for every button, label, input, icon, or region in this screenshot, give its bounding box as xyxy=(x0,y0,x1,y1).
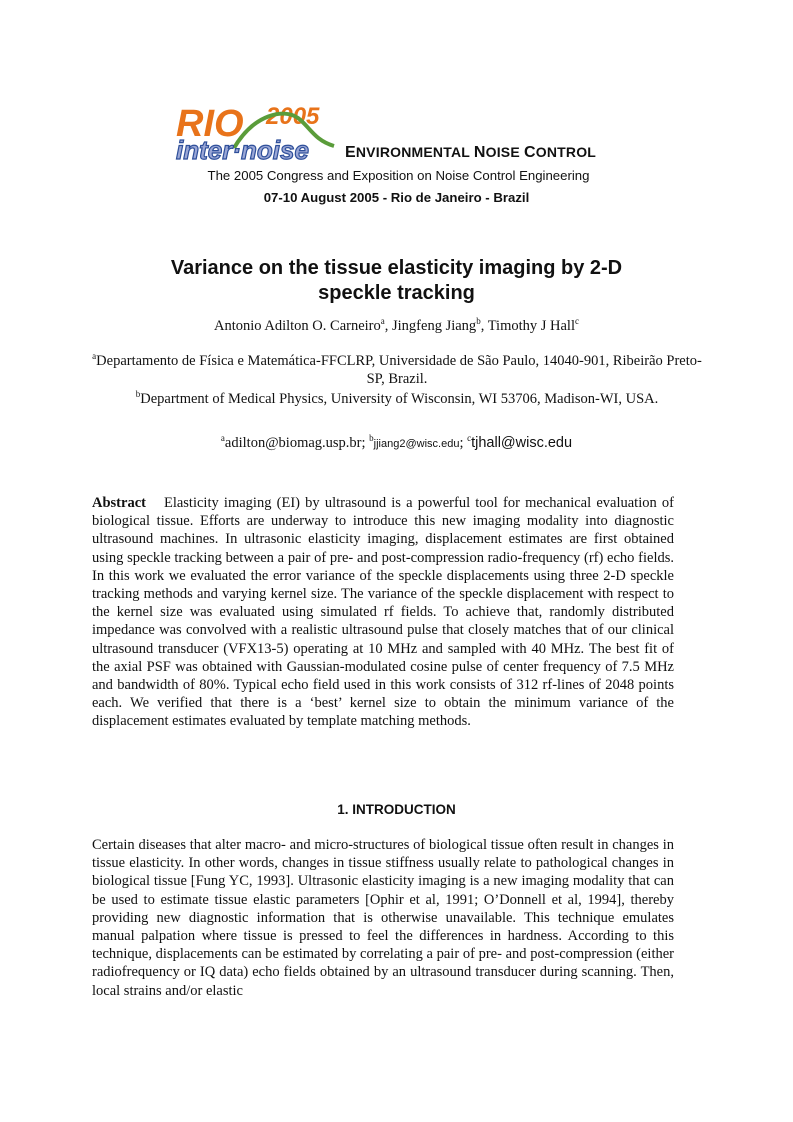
affiliation-b: $^b$Department of Medical Physics, University of Wisconsin, WI 53706, Madison-WI, USA. xyxy=(135,389,659,407)
abstract-text: Elasticity imaging (EI) by ultrasound is a powerful tool for mechanical evaluation of biological tissue. Efforts are underway to introduce this new imaging modality into diagnostic ultrasound machines. In ultrasonic elasticity imaging, displacement estimates are first obtained using speckle tracking between a pair of pre- and post-compression radio-frequency (rf) echo fields. In this work we evaluated the error variance of the speckle displacements using three 2-D speckle tracking methods and varying kernel size. The variance of the speckle displacement with respect to the kernel size was evaluated using simulated rf fields. To achieve that, randomly distributed impedance was convolved with a realistic ultrasound pulse that closely matches that of our clinical ultrasound transducer (VFX13-5) operating at 10 MHz and sampled with 40 MHz. The best fit of the axial PSF was obtained with Gaussian-modulated cosine pulse of center frequency of 7.5 MHz and bandwidth of 80%. Typical echo field used in this work consists of 312 rf-lines of 2048 points each. We verified that there is a ‘best’ kernel size to obtain the minimum variance of the displacement estimates evaluated by template matching methods. xyxy=(92,495,674,730)
author-list: Antonio Adilton O. Carneiro$^a$, Jingfeng Jiang$^b$, Timothy J Hall$^c$ xyxy=(214,316,579,334)
author-name: Antonio Adilton O. Carneiro xyxy=(214,318,381,334)
header-title: ENVIRONMENTAL NOISE CONTROL xyxy=(345,144,597,161)
logo-rio-text: RIO xyxy=(176,103,244,145)
paper-title xyxy=(0,256,793,306)
author-emails: $^a$adilton@biomag.usp.br; $^b$jjiang2@wisc.edu; $^c$tjhall@wisc.edu xyxy=(220,433,573,451)
introduction-paragraph: Certain diseases that alter macro- and micro-structures of biological tissue often result in changes in tissue elasticity. In other words, changes in tissue stiffness usually relate to pathological changes in biological tissue [Fung YC, 1993]. Ultrasonic elasticity imaging is a new imaging modality that can be used to estimate tissue elastic parameters [Ophir et al, 1991; O’Donnell et al, 1994], thereby providing new diagnostic information that is otherwise unavailable. This technique emulates manual palpation where tissue is pressed to feel the differences in hardness. According to this technique, displacements can be estimated by correlating a pair of pre- and post-compression (either radiofrequency or IQ data) echo fields obtained by an ultrasound transducer during scanning. Then, local strains and/or elastic xyxy=(92,837,674,999)
section-heading-introduction: 1. INTRODUCTION xyxy=(337,802,456,817)
internoise-2005-logo xyxy=(174,100,344,164)
author-name: Jingfeng Jiang xyxy=(392,318,477,334)
affiliation-a: $^a$Departamento de Física e Matemática-FFCLRP, Universidade de São Paulo, 14040-901, Ribeirão Preto-SP, Brazil. xyxy=(92,351,702,387)
author-affil-mark: c xyxy=(574,316,579,327)
paper-title-line-2: speckle tracking xyxy=(318,282,475,304)
author-affil-mark: a xyxy=(380,316,385,327)
email-c: tjhall@wisc.edu xyxy=(471,435,573,451)
author-name: Timothy J Hall xyxy=(487,318,575,334)
author-affil-mark: b xyxy=(476,316,481,327)
logo-year-text: 2005 xyxy=(266,103,320,130)
logo-internoise-text: inter·noise xyxy=(176,135,309,164)
paper-title-line-1: Variance on the tissue elasticity imaging by 2-D xyxy=(170,257,623,279)
header-date-location: 07-10 August 2005 - Rio de Janeiro - Brazil xyxy=(263,190,530,205)
abstract-paragraph xyxy=(92,494,674,731)
abstract-label: Abstract xyxy=(92,495,146,511)
email-b: jjiang2@wisc.edu xyxy=(373,438,460,450)
email-a: adilton@biomag.usp.br xyxy=(224,435,362,451)
header-subtitle: The 2005 Congress and Exposition on Noise Control Engineering xyxy=(207,168,590,183)
